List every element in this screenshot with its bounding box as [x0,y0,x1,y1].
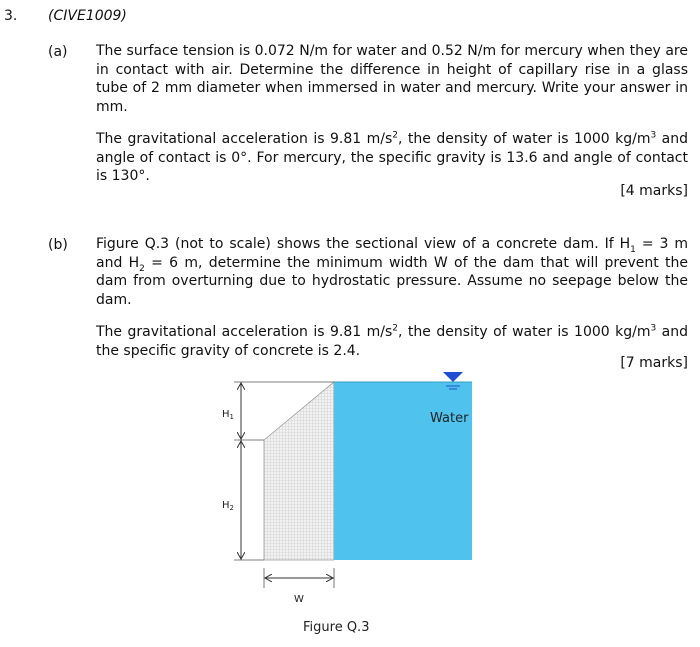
part-a-label: (a) [48,44,68,60]
h1-label: $H_1$ [222,409,234,421]
h2-label: $H_2$ [222,500,234,512]
w-label: W [294,594,304,605]
figure-caption: Figure Q.3 [303,620,370,635]
part-b-marks: [7 marks] [620,355,688,371]
part-b-paragraph-1: Figure Q.3 (not to scale) shows the sectional view of a concrete dam. If $H_1 = 3$ m and $H_2 = 6$ m, determine the minimum width W of the dam that will prevent the dam from overturning due to hydrostatic pressure. Assume no seepage below the dam. [96,236,688,308]
part-b-label: (b) [48,237,68,253]
water-body [334,382,472,560]
water-label: Water [430,411,469,426]
dam-section [264,382,334,560]
course-code: (CIVE1009) [48,8,127,24]
question-number: 3. [4,8,18,24]
part-b-paragraph-2: The gravitational acceleration is 9.81 $m/s^2$, the density of water is 1000 $kg/m^3$ and the specific gravity of concrete is 2.4. [96,323,688,359]
water-surface-marker [443,372,463,382]
part-a-paragraph-1: The surface tension is 0.072 N/m for water and 0.52 N/m for mercury when they are in contact with air. Determine the difference in height of capillary rise in a glass tube of 2 mm diameter when immersed in water and mercury. Write your answer in mm. [96,43,688,115]
part-a-paragraph-2: The gravitational acceleration is 9.81 $m/s^2$, the density of water is 1000 $kg/m^3$ and angle of contact is 0°. For mercury, the specific gravity is 13.6 and angle of contact is 130°. [96,130,688,184]
part-a-marks: [4 marks] [620,183,688,199]
